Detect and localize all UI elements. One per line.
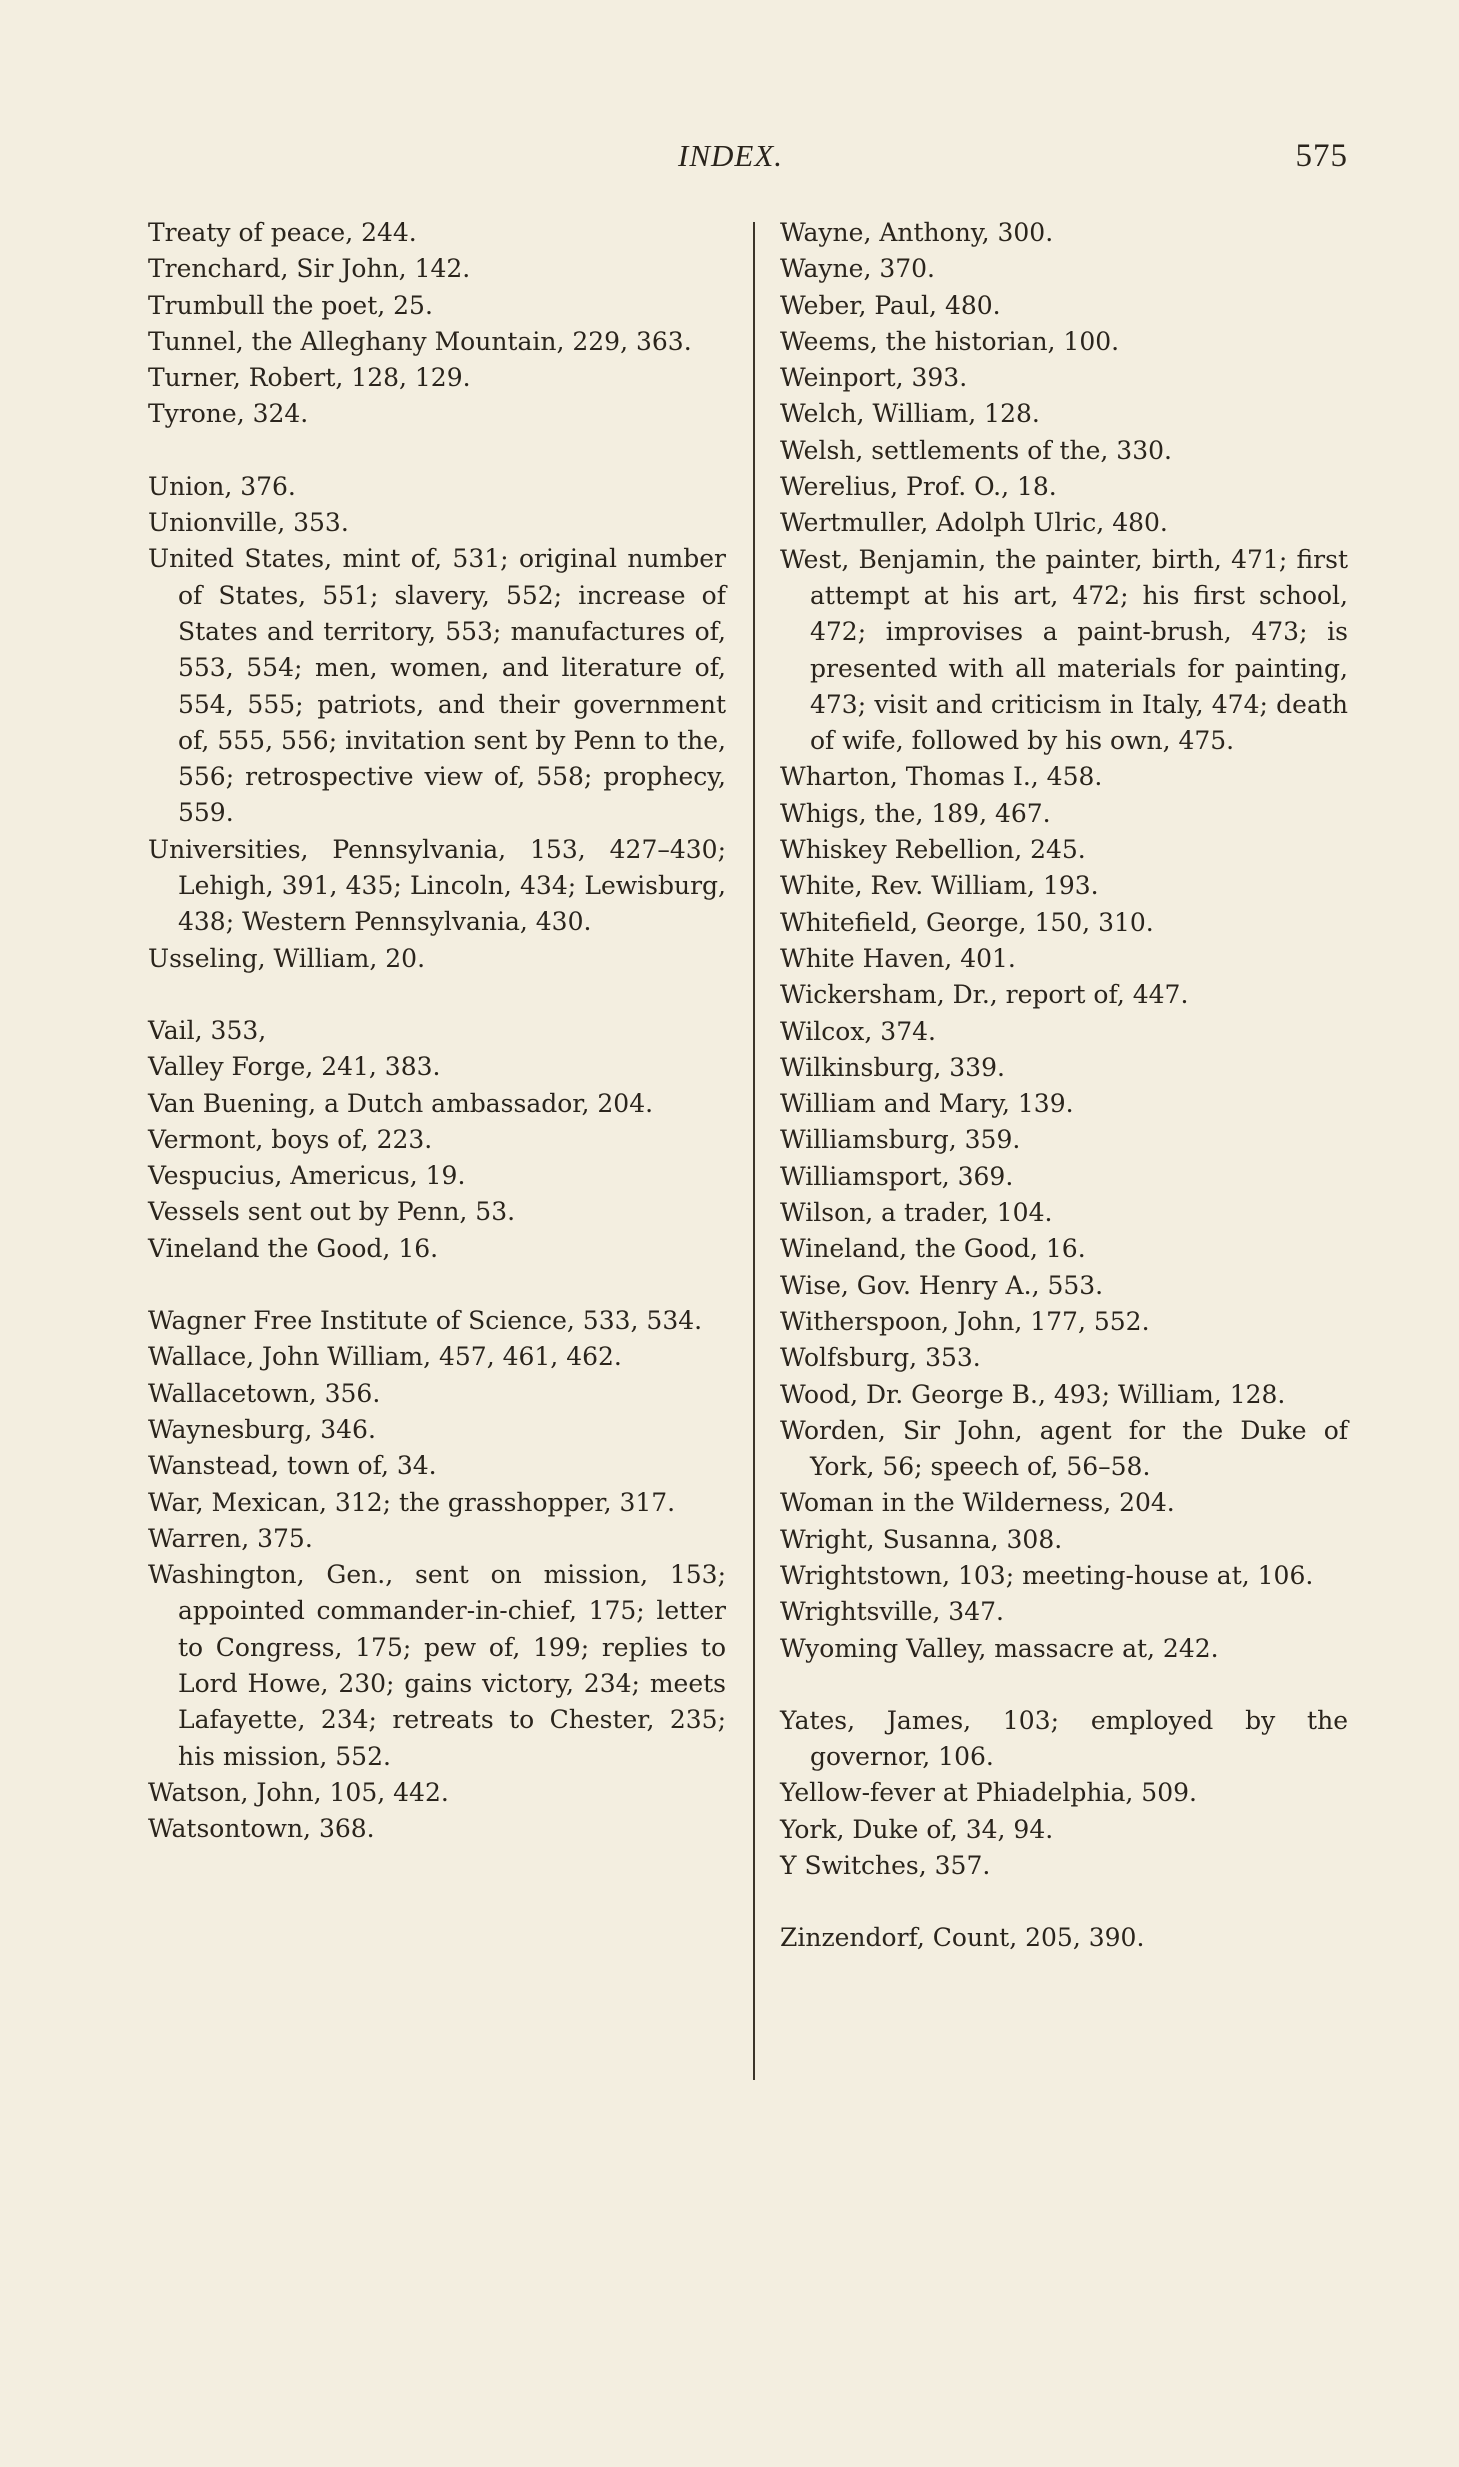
- index-entry: West, Benjamin, the painter, birth, 471; first attempt at his art, 472; his first school, 472; improvises a paint-brush, 473; is presented with all materials for painting, 473; visit and criticism in Italy, 474; death of wife, followed by his own, 475.: [780, 544, 1348, 756]
- index-entry: Weinport, 393.: [780, 363, 968, 393]
- index-entry: Williamsport, 369.: [780, 1161, 1014, 1191]
- index-entry: Wayne, Anthony, 300.: [780, 218, 1054, 247]
- section-gap: [148, 1267, 726, 1303]
- index-entry: Wrightsville, 347.: [780, 1597, 1004, 1627]
- index-entry: Vessels sent out by Penn, 53.: [148, 1197, 516, 1227]
- index-entry: Wilkinsburg, 339.: [780, 1052, 1005, 1082]
- page-header: [148, 138, 1348, 188]
- index-entry: Zinzendorf, Count, 205, 390.: [780, 1923, 1145, 1953]
- index-entry: White Haven, 401.: [780, 943, 1016, 973]
- index-entry: Wright, Susanna, 308.: [780, 1524, 1063, 1554]
- index-entry: Union, 376.: [148, 471, 296, 501]
- index-entry: Weems, the historian, 100.: [780, 326, 1120, 356]
- index-entry: Welch, William, 128.: [780, 399, 1040, 429]
- index-entry: York, Duke of, 34, 94.: [780, 1814, 1054, 1844]
- index-entry: Y Switches, 357.: [780, 1851, 991, 1881]
- index-column-right: [780, 215, 1348, 1957]
- index-entry: Wertmuller, Adolph Ulric, 480.: [780, 508, 1168, 538]
- index-entry: Vermont, boys of, 223.: [148, 1124, 433, 1154]
- index-entry: Wayne, 370.: [780, 254, 936, 284]
- index-entry: Trumbull the poet, 25.: [148, 290, 433, 320]
- index-entry: Watsontown, 368.: [148, 1814, 375, 1844]
- index-entry: Waynesburg, 346.: [148, 1414, 376, 1444]
- index-entry: Weber, Paul, 480.: [780, 290, 1001, 320]
- index-entry: Wharton, Thomas I., 458.: [780, 762, 1103, 792]
- column-divider: [753, 222, 755, 2080]
- section-gap: [148, 977, 726, 1013]
- index-entry: Williamsburg, 359.: [780, 1125, 1021, 1155]
- index-entry: Warren, 375.: [148, 1523, 313, 1553]
- index-entry: Turner, Robert, 128, 129.: [148, 363, 471, 393]
- index-entry: Wallace, John William, 457, 461, 462.: [148, 1342, 622, 1372]
- index-entry: Wilson, a trader, 104.: [780, 1198, 1053, 1228]
- index-entry: Worden, Sir John, agent for the Duke of York, 56; speech of, 56–58.: [780, 1415, 1348, 1482]
- index-entry: Whiskey Rebellion, 245.: [780, 835, 1086, 865]
- page-title: INDEX.: [678, 138, 784, 173]
- index-entry: Wanstead, town of, 34.: [148, 1451, 437, 1481]
- index-entry: Werelius, Prof. O., 18.: [780, 472, 1057, 502]
- index-entry: Woman in the Wilderness, 204.: [780, 1488, 1175, 1518]
- index-entry: War, Mexican, 312; the grasshopper, 317.: [148, 1487, 676, 1517]
- index-entry: Watson, John, 105, 442.: [148, 1777, 449, 1807]
- index-entry: Wilcox, 374.: [780, 1016, 936, 1046]
- index-entry: Trenchard, Sir John, 142.: [148, 254, 471, 284]
- index-entry: Tunnel, the Alleghany Mountain, 229, 363.: [148, 326, 692, 356]
- index-entry: Valley Forge, 241, 383.: [148, 1052, 441, 1082]
- index-entry: Yellow-fever at Phiadelphia, 509.: [780, 1778, 1197, 1808]
- index-entry: Unionville, 353.: [148, 508, 349, 538]
- index-entry: Welsh, settlements of the, 330.: [780, 435, 1172, 465]
- index-entry: Van Buening, a Dutch ambassador, 204.: [148, 1088, 654, 1118]
- index-entry: Usseling, William, 20.: [148, 943, 426, 973]
- index-entry: United States, mint of, 531; original number of States, 551; slavery, 552; increase of States and territory, 553; manufactures of, 553, 554; men, women, and literature of, 554, 555; patriots, and their government of, 555, 556; invitation sent by Penn to the, 556; retrospective view of, 558; prophecy, 559.: [148, 544, 726, 828]
- index-entry: Wrightstown, 103; meeting-house at, 106.: [780, 1560, 1314, 1590]
- index-entry: Yates, James, 103; employed by the governor, 106.: [780, 1705, 1348, 1772]
- index-entry: Universities, Pennsylvania, 153, 427–430; Lehigh, 391, 435; Lincoln, 434; Lewisburg, 438; Western Pennsylvania, 430.: [148, 834, 726, 937]
- index-entry: White, Rev. William, 193.: [780, 871, 1099, 901]
- index-entry: Wolfsburg, 353.: [780, 1343, 981, 1373]
- index-entry: Wallacetown, 356.: [148, 1378, 381, 1408]
- index-entry: Wyoming Valley, massacre at, 242.: [780, 1633, 1219, 1663]
- index-entry: Witherspoon, John, 177, 552.: [780, 1306, 1150, 1336]
- section-gap: [780, 1884, 1348, 1920]
- index-entry: Wineland, the Good, 16.: [780, 1234, 1086, 1264]
- index-entry: Tyrone, 324.: [148, 399, 309, 429]
- index-entry: Vespucius, Americus, 19.: [148, 1161, 466, 1191]
- index-entry: Wood, Dr. George B., 493; William, 128.: [780, 1379, 1286, 1409]
- index-entry: Whitefield, George, 150, 310.: [780, 907, 1154, 937]
- index-entry: Wise, Gov. Henry A., 553.: [780, 1270, 1104, 1300]
- section-gap: [148, 433, 726, 469]
- index-entry: Washington, Gen., sent on mission, 153; appointed commander-in-chief, 175; letter to Congress, 175; pew of, 199; replies to Lord Howe, 230; gains victory, 234; meets Lafayette, 234; retreats to Chester, 235; his mission, 552.: [148, 1560, 726, 1771]
- section-gap: [780, 1667, 1348, 1703]
- index-entry: Vineland the Good, 16.: [148, 1233, 439, 1263]
- index-entry: William and Mary, 139.: [780, 1089, 1074, 1119]
- index-entry: Whigs, the, 189, 467.: [780, 798, 1051, 828]
- index-entry: Vail, 353,: [148, 1015, 267, 1045]
- index-entry: Wickersham, Dr., report of, 447.: [780, 980, 1189, 1010]
- index-entry: Wagner Free Institute of Science, 533, 534.: [148, 1306, 703, 1336]
- index-column-left: [148, 215, 726, 1847]
- index-entry: Treaty of peace, 244.: [148, 218, 417, 247]
- page-number: 575: [1295, 138, 1348, 174]
